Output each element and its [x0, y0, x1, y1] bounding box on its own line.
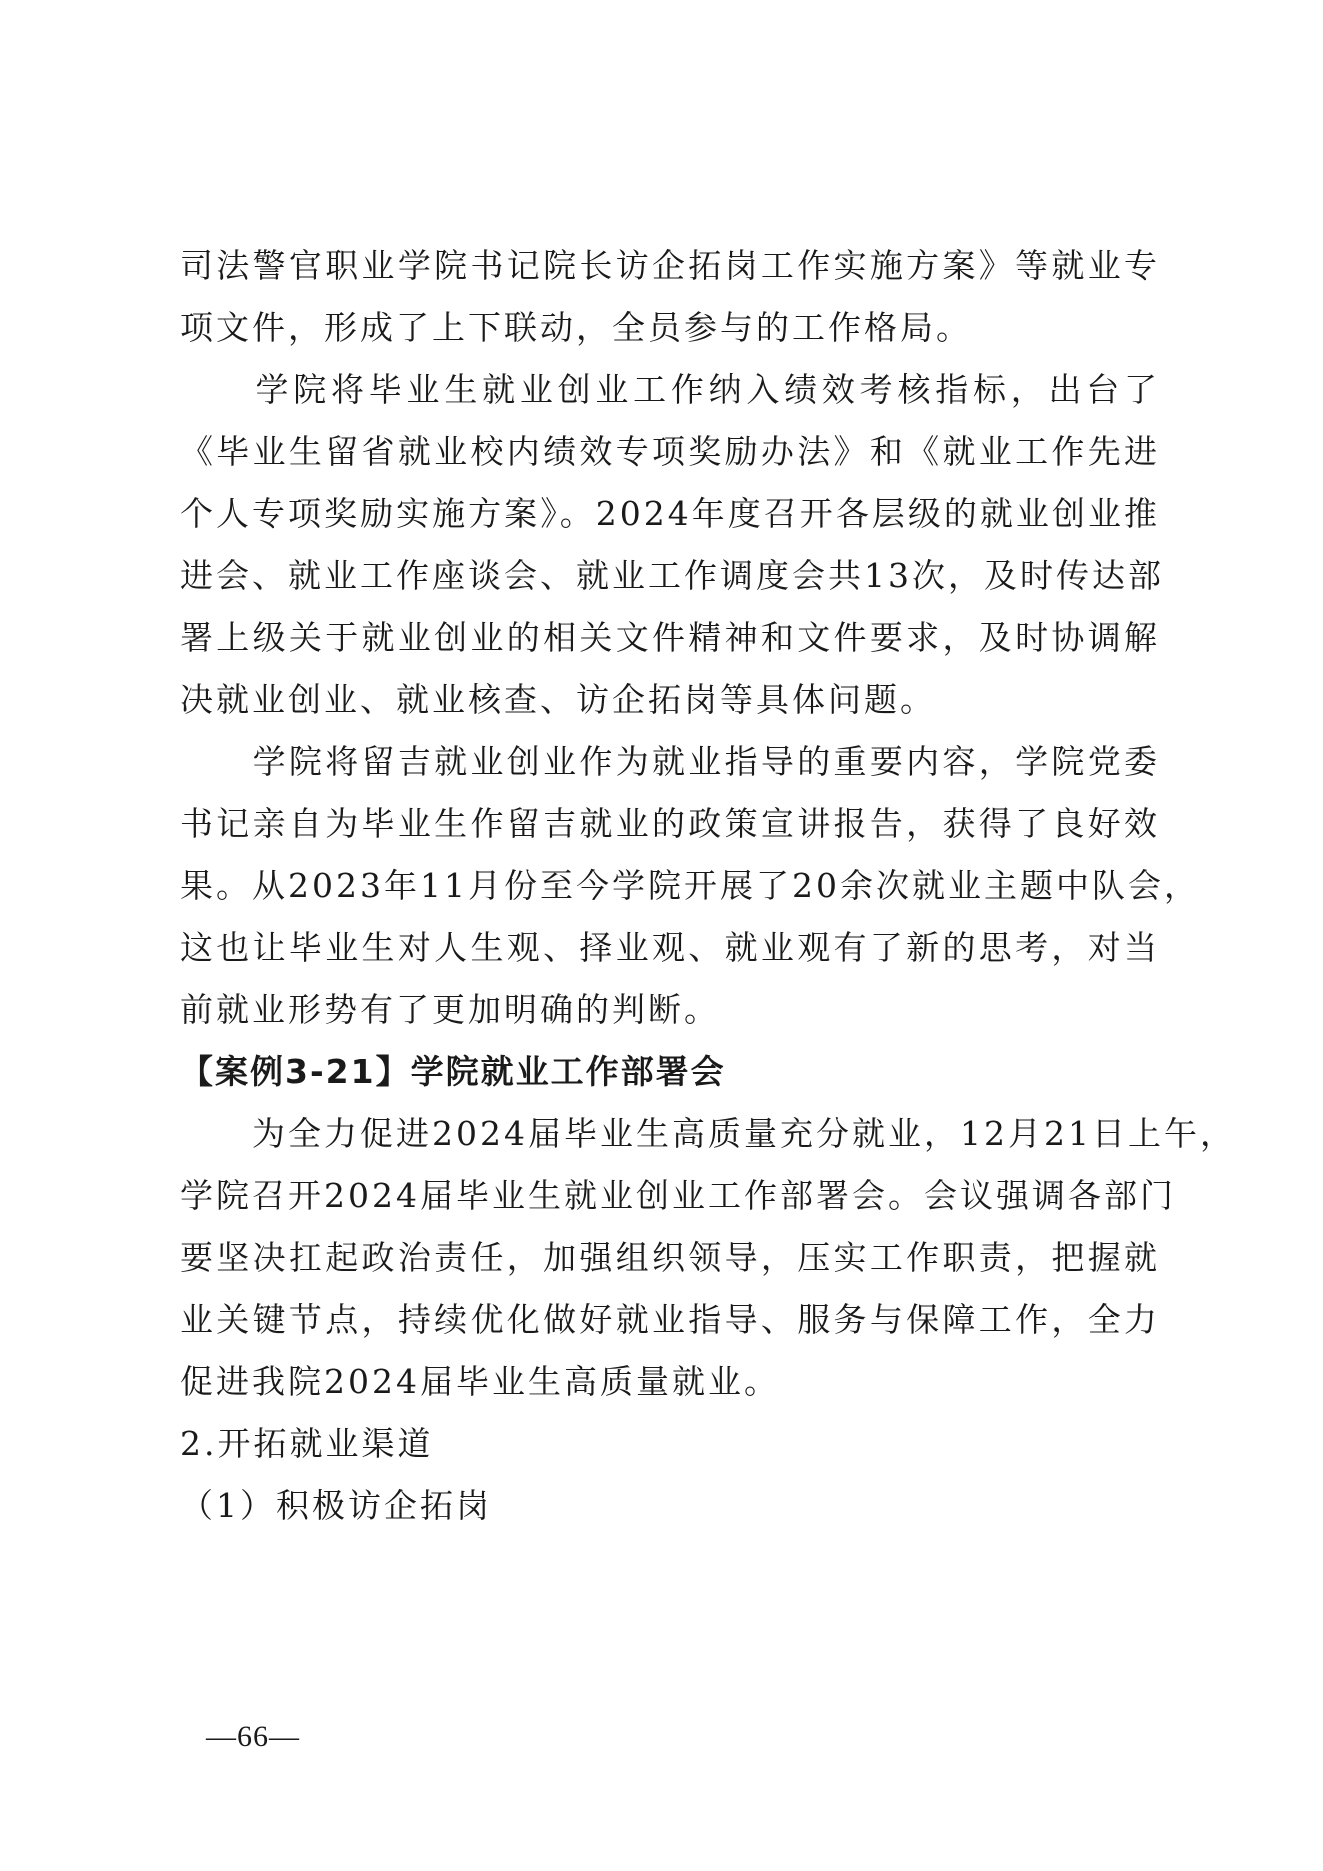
paragraph	[180, 731, 1200, 1041]
paragraph	[180, 359, 1164, 731]
text-line: 决就业创业、就业核查、访企拓岗等具体问题。	[180, 680, 936, 719]
text-line: 署上级关于就业创业的相关文件精神和文件要求，及时协调解	[180, 618, 1160, 657]
text-line: 这也让毕业生对人生观、择业观、就业观有了新的思考，对当	[180, 928, 1160, 967]
case-heading: 【案例3-21】学院就业工作部署会	[180, 1052, 726, 1091]
text-line: 学院召开2024届毕业生就业创业工作部署会。会议强调各部门	[180, 1176, 1176, 1215]
text-line: 促进我院2024届毕业生高质量就业。	[180, 1362, 780, 1401]
text-line: 《毕业生留省就业校内绩效专项奖励办法》和《就业工作先进	[180, 432, 1160, 471]
text-line: 学院将毕业生就业创业工作纳入绩效考核指标，出台了	[180, 370, 1160, 409]
text-line: 项文件，形成了上下联动，全员参与的工作格局。	[180, 308, 972, 347]
text-line: 为全力促进2024届毕业生高质量充分就业，12月21日上午，	[180, 1114, 1236, 1153]
text-line: 书记亲自为毕业生作留吉就业的政策宣讲报告，获得了良好效	[180, 804, 1160, 843]
text-line: 前就业形势有了更加明确的判断。	[180, 990, 720, 1029]
section-heading: 2.开拓就业渠道	[180, 1424, 434, 1463]
text-line: 学院将留吉就业创业作为就业指导的重要内容，学院党委	[180, 742, 1160, 781]
text-line: 进会、就业工作座谈会、就业工作调度会共13次，及时传达部	[180, 556, 1164, 595]
document-body	[180, 235, 1236, 1537]
text-line: 个人专项奖励实施方案》。2024年度召开各层级的就业创业推	[180, 494, 1160, 533]
paragraph	[180, 1103, 1236, 1413]
text-line: 果。从2023年11月份至今学院开展了20余次就业主题中队会，	[180, 866, 1200, 905]
text-line: 要坚决扛起政治责任，加强组织领导，压实工作职责，把握就	[180, 1238, 1160, 1277]
text-line: 司法警官职业学院书记院长访企拓岗工作实施方案》等就业专	[180, 246, 1160, 285]
subsection-heading: （1）积极访企拓岗	[180, 1486, 492, 1525]
text-line: 业关键节点，持续优化做好就业指导、服务与保障工作，全力	[180, 1300, 1160, 1339]
paragraph	[180, 235, 1160, 359]
page-number: —66—	[206, 1720, 300, 1753]
